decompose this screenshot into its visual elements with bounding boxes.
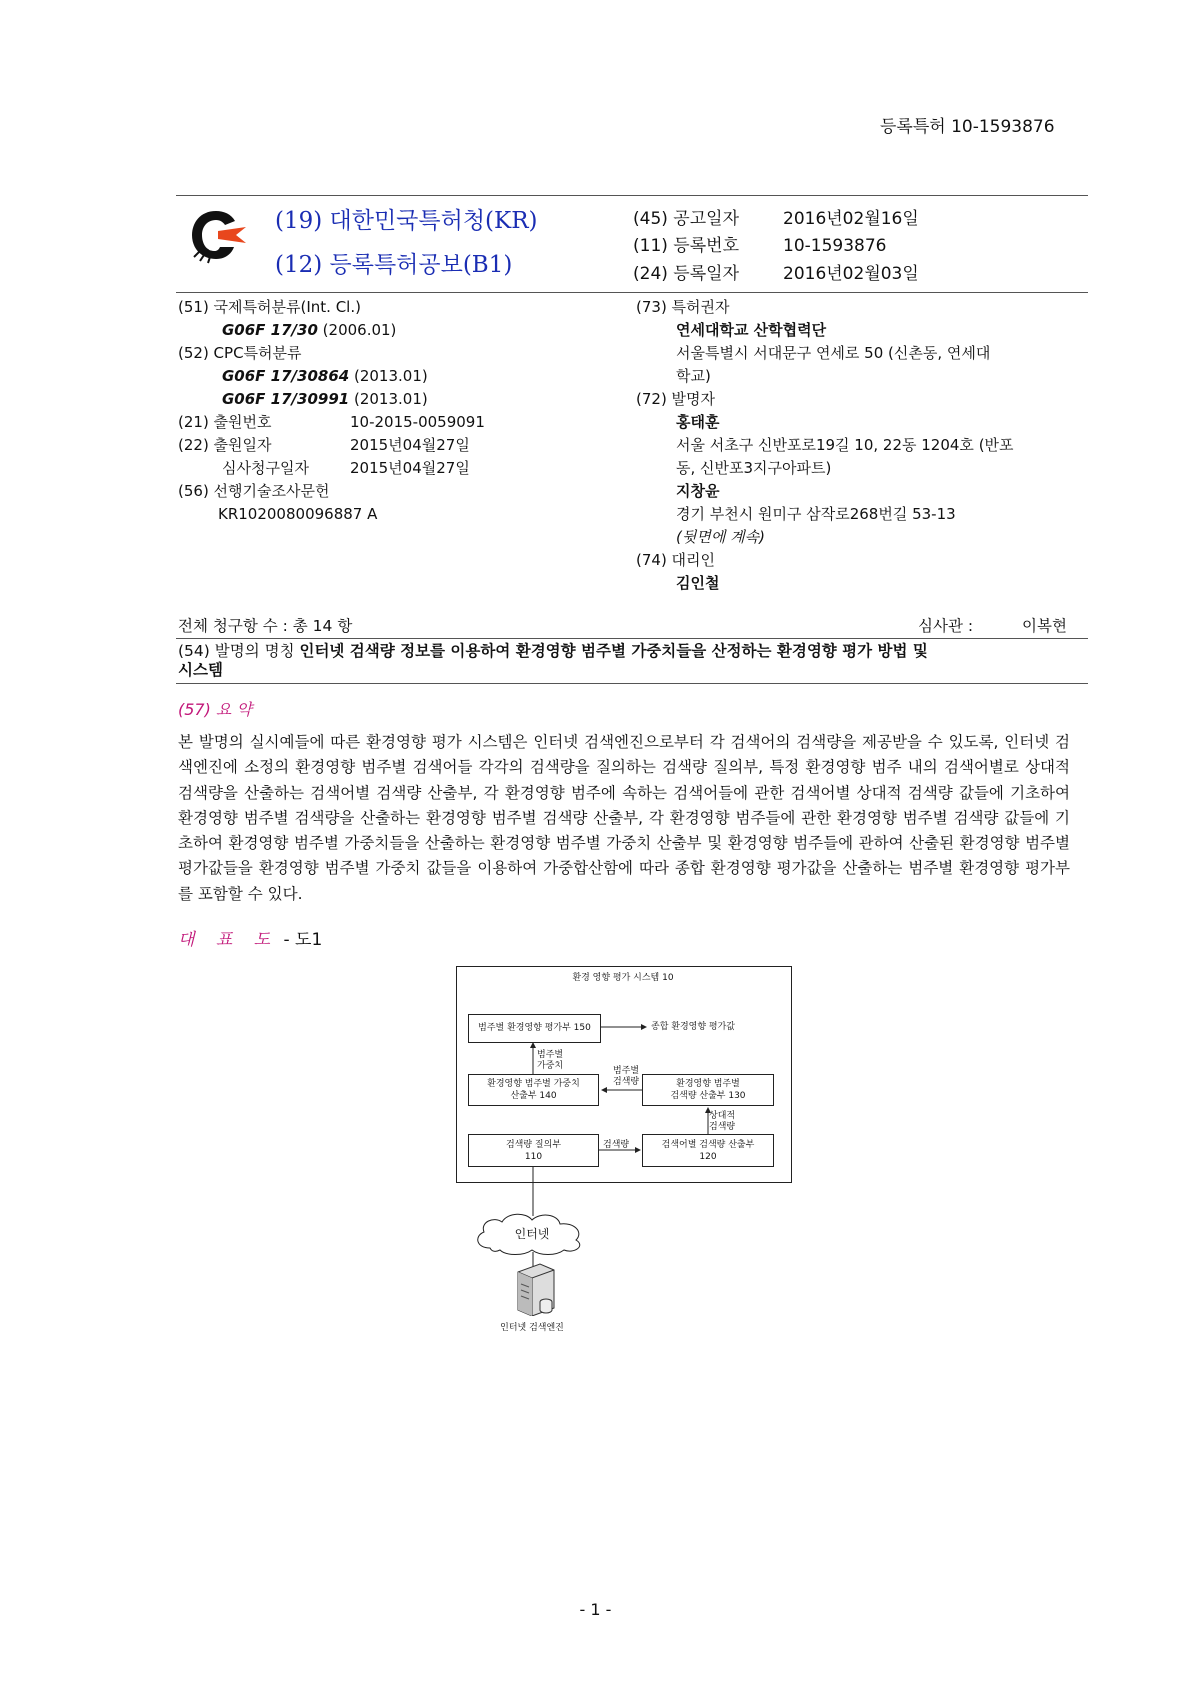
application-date: 2015년04월27일	[350, 436, 470, 454]
inventor-2-address: 경기 부천시 원미구 삼작로268번길 53-13	[676, 505, 956, 523]
exam-request-date: 2015년04월27일	[350, 459, 470, 477]
relative-volume-label: 상대적 검색량	[709, 1111, 736, 1132]
continued-note: (뒷면에 계속)	[676, 528, 765, 546]
cpc-year-2: (2013.01)	[353, 390, 428, 408]
box-150: 범주별 환경영향 평가부 150	[468, 1014, 601, 1043]
invention-title-label: (54) 발명의 명칭	[178, 642, 295, 660]
exam-request-label: 심사청구일자	[222, 459, 309, 477]
internet-label: 인터넷	[514, 1227, 550, 1241]
claims-count: 전체 청구항 수 : 총 14 항	[178, 617, 353, 635]
inventor-1-address-2: 동, 신반포3지구아파트)	[676, 459, 832, 477]
examiner-label: 심사관 :	[918, 617, 974, 635]
abstract-text: 본 발명의 실시예들에 따른 환경영향 평가 시스템은 인터넷 검색엔진으로부터 각 검색어의 검색량을 제공받을 수 있도록, 인터넷 검색엔진에 소정의 환경영향 범주별 검색어들 각각의 검색량을 질의하는 검색량 질의부, 특정 환경영향 범주 내의 검색어별로 상대적 검색량을 산출하는 검색어별 검색량 산출부, 각 환경영향 범주에 속하는 검색어들에 관한 검색어별 상대적 검색량 값들에 기초하여 환경영향 범주별 검색량을 산출하는 환경영향 범주별 검색량 산출부, 각 환경영향 범주들에 관한 환경영향 범주별 검색량 값들에 기초하여 환경영향 범주별 가중치들을 산출하는 환경영향 범주별 가중치 산출부 및 환경영향 범주들에 관하여 산출된 환경영향 범주별 평가값들을 환경영향 범주별 가중치 값들을 이용하여 가중합산함에 따라 종합 환경영향 평가값을 산출하는 범주별 환경영향 평가부를 포함할 수 있다.	[178, 733, 1070, 903]
inventor-1-name: 홍태훈	[676, 413, 720, 431]
publication-type: (12) 등록특허공보(B1)	[275, 252, 513, 278]
examiner-name: 이복현	[1022, 617, 1067, 635]
page-number: - 1 -	[579, 1600, 612, 1619]
cpc-code-2: G06F 17/30991	[222, 390, 350, 408]
box-130: 환경영향 범주별 검색량 산출부 130	[642, 1074, 774, 1106]
prior-art-document: KR1020080096887 A	[218, 505, 378, 523]
box-120: 검색어별 검색량 산출부 120	[642, 1134, 774, 1167]
registration-number-label: (11) 등록번호	[633, 236, 739, 256]
category-volume-label: 범주별 검색량	[613, 1066, 640, 1087]
registration-number: 10-1593876	[783, 236, 887, 256]
registration-date-label: (24) 등록일자	[633, 264, 739, 284]
registration-number-top: 등록특허 10-1593876	[880, 117, 1055, 137]
inventor-1-address-1: 서울 서초구 신반포로19길 10, 22동 1204호 (반포	[676, 436, 1014, 454]
server-icon	[510, 1262, 560, 1316]
inventor-label: (72) 발명자	[636, 390, 716, 408]
box-110: 검색량 질의부 110	[468, 1134, 599, 1167]
ipc-year: (2006.01)	[322, 321, 397, 339]
prior-art-label: (56) 선행기술조사문헌	[178, 482, 330, 500]
representative-drawing-value: - 도1	[278, 930, 323, 950]
invention-title-line1: 인터넷 검색량 정보를 이용하여 환경영향 범주별 가중치들을 산정하는 환경영향 평가 방법 및	[299, 642, 928, 660]
owner-label: (73) 특허권자	[636, 298, 730, 316]
publication-date: 2016년02월16일	[783, 209, 919, 229]
volume-label: 검색량	[603, 1140, 630, 1150]
agent-name: 김인철	[676, 574, 720, 592]
cpc-label: (52) CPC특허분류	[178, 344, 302, 362]
output-label: 종합 환경영향 평가값	[651, 1022, 735, 1032]
ipc-label: (51) 국제특허분류(Int. Cl.)	[178, 298, 361, 316]
invention-title-line2: 시스템	[178, 661, 223, 679]
abstract-heading: (57) 요 약	[178, 700, 252, 719]
representative-drawing-mark: 대 표 도	[178, 930, 279, 950]
application-number: 10-2015-0059091	[350, 413, 485, 431]
owner-address-2: 학교)	[676, 367, 711, 385]
cpc-year-1: (2013.01)	[353, 367, 428, 385]
box-140: 환경영향 범주별 가중치 산출부 140	[468, 1074, 599, 1106]
application-date-label: (22) 출원일자	[178, 436, 272, 454]
weight-label: 범주별 가중치	[537, 1050, 564, 1071]
owner-name: 연세대학교 산학협력단	[676, 321, 827, 339]
registration-date: 2016년02월03일	[783, 264, 919, 284]
owner-address-1: 서울특별시 서대문구 연세로 50 (신촌동, 연세대	[676, 344, 991, 362]
office-name: (19) 대한민국특허청(KR)	[275, 208, 538, 234]
system-title: 환경 영향 평가 시스템 10	[572, 973, 674, 983]
search-engine-label: 인터넷 검색엔진	[500, 1323, 564, 1333]
agent-label: (74) 대리인	[636, 551, 716, 569]
inventor-2-name: 지창윤	[676, 482, 720, 500]
ipc-code: G06F 17/30	[222, 321, 318, 339]
publication-date-label: (45) 공고일자	[633, 209, 739, 229]
application-number-label: (21) 출원번호	[178, 413, 272, 431]
cpc-code-1: G06F 17/30864	[222, 367, 350, 385]
